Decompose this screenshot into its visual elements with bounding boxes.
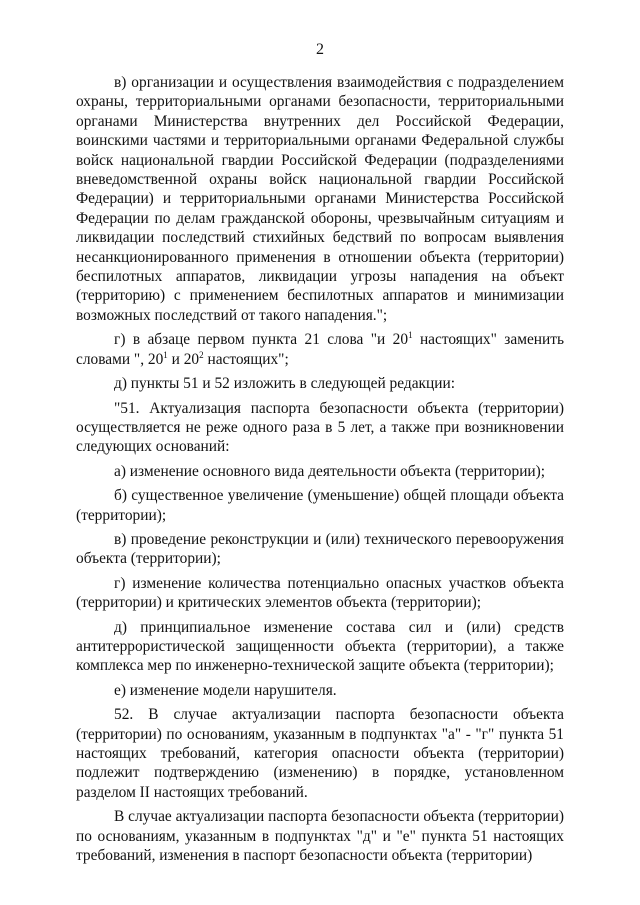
text-fragment: г) в абзаце первом пункта 21 слова "и 20 bbox=[114, 331, 409, 349]
superscript: 2 bbox=[199, 349, 204, 360]
paragraph-point-51-b: б) существенное увеличение (уменьшение) общей площади объекта (территории); bbox=[76, 487, 564, 524]
paragraph-point-51-d: д) принципиальное изменение состава сил и (или) средств антитеррористической защищенности объекта (территории), а также комплекса мер по инженерно-технической защите объекта (территории); bbox=[76, 618, 564, 675]
paragraph-subitem-v: в) организации и осуществления взаимодействия с подразделением охраны, территориальными органами безопасности, территориальными органами Министерства внутренних дел Российской Федерации, воинскими частями и территориальными органами Федеральной службы войск национальной гвардии Российской Федерации (подразделениями вневедомственной охраны войск национальной гвардии Российской Федерации) и территориальными органами Министерства Российской Федерации по делам гражданской обороны, чрезвычайным ситуациям и ликвидации последствий стихийных бедствий по вопросам выявления несанкционированного применения в отношении объекта (территории) беспилотных аппаратов, ликвидации угрозы нападения на объект (территорию) с применением беспилотных аппаратов и минимизации возможных последствий от такого нападения."; bbox=[76, 74, 564, 324]
page-number: 2 bbox=[316, 41, 324, 58]
text-fragment: настоящих"; bbox=[203, 350, 289, 368]
paragraph-point-51-v: в) проведение реконструкции и (или) технического перевооружения объекта (территории); bbox=[76, 530, 564, 568]
paragraph-subitem-g bbox=[76, 330, 564, 369]
paragraph-subitem-d: д) пункты 51 и 52 изложить в следующей редакции: bbox=[114, 375, 455, 393]
text-fragment: настоящих" заменить словами ", 20 bbox=[76, 331, 564, 368]
text-fragment: и 20 bbox=[167, 350, 200, 368]
paragraph-point-51-e: е) изменение модели нарушителя. bbox=[114, 681, 337, 699]
paragraph-point-51: "51. Актуализация паспорта безопасности объекта (территории) осуществляется не реже одного раза в 5 лет, а также при возникновении следующих оснований: bbox=[76, 399, 564, 456]
paragraph-point-52: 52. В случае актуализации паспорта безопасности объекта (территории) по основаниям, указанным в подпунктах "а" - "г" пункта 51 настоящих требований, категория опасности объекта (территории) подлежит подтверждению (изменению) в порядке, установленном разделом II настоящих требований. bbox=[76, 706, 564, 801]
superscript: 1 bbox=[408, 330, 413, 341]
paragraph-point-51-g: г) изменение количества потенциально опасных участков объекта (территории) и критических элементов объекта (территории); bbox=[76, 574, 564, 612]
paragraph-point-52-continued: В случае актуализации паспорта безопасности объекта (территории) по основаниям, указанным в подпунктах "д" и "е" пункта 51 настоящих требований, изменения в паспорт безопасности объекта (территории) bbox=[76, 808, 564, 865]
superscript: 1 bbox=[163, 349, 168, 360]
paragraph-point-51-a: а) изменение основного вида деятельности объекта (территории); bbox=[114, 462, 546, 480]
document-body bbox=[76, 73, 564, 865]
